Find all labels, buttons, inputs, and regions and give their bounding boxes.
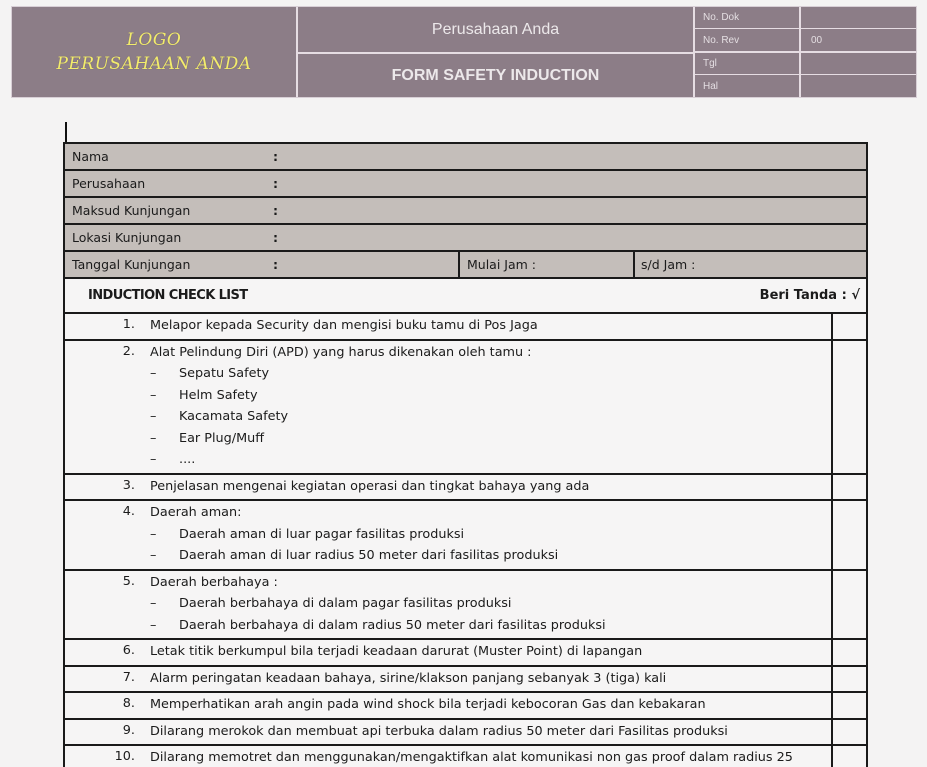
check-box[interactable]	[831, 720, 866, 745]
field-label: Perusahaan	[72, 176, 146, 191]
sub-item: – Daerah berbahaya di dalam radius 50 meter dari fasilitas produksi	[150, 615, 831, 637]
checklist-item	[65, 638, 866, 665]
field-colon: :	[273, 257, 278, 272]
item-text: Alat Pelindung Diri (APD) yang harus dikenakan oleh tamu :	[150, 344, 532, 360]
checklist-item	[65, 569, 866, 639]
check-mark-hint: Beri Tanda : √	[759, 288, 860, 303]
meta-value[interactable]: 00	[811, 34, 823, 46]
checklist-item	[65, 744, 866, 767]
checklist-item	[65, 473, 866, 500]
dash-bullet-icon: –	[150, 430, 157, 446]
field-colon: :	[273, 149, 278, 164]
check-box[interactable]	[831, 501, 866, 569]
sub-item: – Kacamata Safety	[150, 406, 831, 428]
item-number: 7.	[122, 669, 135, 685]
field-label: Nama	[72, 149, 109, 164]
form-title: FORM SAFETY INDUCTION	[391, 66, 600, 84]
field-perusahaan[interactable]	[65, 169, 866, 196]
item-text: Daerah aman:	[150, 505, 242, 520]
item-text: Alarm peringatan keadaan bahaya, sirine/klakson panjang sebanyak 3 (tiga) kali	[150, 670, 667, 686]
sub-item: – Daerah aman di luar radius 50 meter dari fasilitas produksi	[150, 545, 831, 567]
meta-row-date	[695, 53, 916, 75]
field-colon: :	[273, 230, 278, 245]
dash-bullet-icon: –	[150, 452, 157, 467]
meta-label: Tgl	[695, 53, 801, 74]
checklist-item	[65, 718, 866, 745]
dash-bullet-icon: –	[150, 617, 157, 633]
safety-induction-form	[63, 142, 868, 767]
document-meta-grid	[695, 7, 916, 97]
item-number: 2.	[122, 343, 135, 359]
date-value[interactable]	[273, 252, 458, 277]
logo-line-2: PERUSAHAAN ANDA	[56, 54, 252, 74]
check-box[interactable]	[831, 571, 866, 639]
document-header	[11, 6, 917, 98]
checklist-title: INDUCTION CHECK LIST	[88, 288, 248, 303]
field-colon: :	[273, 176, 278, 191]
item-number: 6.	[122, 643, 135, 658]
check-box[interactable]	[831, 746, 866, 767]
item-text: Dilarang merokok dan membuat api terbuka dalam radius 50 meter dari Fasilitas produksi	[150, 723, 728, 739]
field-label: Maksud Kunjungan	[72, 203, 191, 218]
checklist-item	[65, 499, 866, 569]
text-cursor	[65, 122, 67, 142]
check-box[interactable]	[831, 475, 866, 500]
meta-label: No. Dok	[695, 7, 801, 28]
check-box[interactable]	[831, 314, 866, 339]
meta-value[interactable]	[801, 75, 916, 97]
checklist-item	[65, 691, 866, 718]
item-text: Memperhatikan arah angin pada wind shock bila terjadi kebocoran Gas dan kebakaran	[150, 697, 706, 712]
item-number: 10.	[114, 749, 135, 764]
meta-row-revision	[695, 29, 916, 53]
company-logo	[12, 7, 298, 97]
meta-label: Hal	[695, 75, 801, 97]
company-name: Perusahaan Anda	[298, 7, 693, 54]
dash-bullet-icon: –	[150, 596, 157, 611]
item-text: Penjelasan mengenai kegiatan operasi dan tingkat bahaya yang ada	[150, 478, 590, 494]
checklist-item	[65, 312, 866, 339]
dash-bullet-icon: –	[150, 548, 157, 563]
item-number: 4.	[122, 504, 135, 519]
sub-item: – ....	[150, 449, 831, 471]
item-number: 3.	[122, 477, 135, 493]
meta-value[interactable]	[801, 7, 916, 28]
sub-item: – Daerah berbahaya di dalam pagar fasilitas produksi	[150, 593, 831, 615]
sub-item: – Sepatu Safety	[150, 363, 831, 385]
meta-row-page	[695, 75, 916, 97]
field-colon: :	[273, 203, 278, 218]
field-label: Tanggal Kunjungan	[72, 257, 191, 272]
field-lokasi-kunjungan[interactable]	[65, 223, 866, 250]
dash-bullet-icon: –	[150, 366, 157, 381]
item-text: Dilarang memotret dan menggunakan/mengaktifkan alat komunikasi non gas proof dalam radius 25	[150, 750, 793, 765]
item-number: 9.	[122, 722, 135, 738]
item-number: 8.	[122, 696, 135, 711]
checklist-header	[65, 277, 866, 312]
dash-bullet-icon: –	[150, 409, 157, 424]
meta-row-doc-number	[695, 7, 916, 29]
field-label: Lokasi Kunjungan	[72, 230, 182, 245]
sub-item: – Daerah aman di luar pagar fasilitas produksi	[150, 524, 831, 546]
checklist-item	[65, 665, 866, 692]
sub-item: – Helm Safety	[150, 385, 831, 407]
check-box[interactable]	[831, 667, 866, 692]
logo-line-1: LOGO	[126, 30, 182, 50]
meta-label: No. Rev	[695, 29, 801, 51]
check-box[interactable]	[831, 693, 866, 718]
end-time-field[interactable]: s/d Jam :	[633, 252, 866, 277]
item-number: 1.	[122, 317, 135, 332]
item-number: 5.	[122, 573, 135, 589]
item-text: Melapor kepada Security dan mengisi buku tamu di Pos Jaga	[150, 318, 538, 333]
field-tanggal-kunjungan	[65, 250, 866, 277]
field-maksud-kunjungan[interactable]	[65, 196, 866, 223]
start-time-field[interactable]: Mulai Jam :	[458, 252, 633, 277]
field-nama[interactable]	[65, 142, 866, 169]
sub-item: – Ear Plug/Muff	[150, 428, 831, 450]
check-box[interactable]	[831, 341, 866, 473]
dash-bullet-icon: –	[150, 526, 157, 542]
item-text: Daerah berbahaya :	[150, 574, 278, 590]
checklist-items	[65, 312, 866, 767]
meta-value[interactable]	[801, 53, 916, 74]
title-cell	[298, 7, 695, 97]
item-text: Letak titik berkumpul bila terjadi keadaan darurat (Muster Point) di lapangan	[150, 644, 643, 659]
checklist-item	[65, 339, 866, 473]
dash-bullet-icon: –	[150, 387, 157, 403]
check-box[interactable]	[831, 640, 866, 665]
